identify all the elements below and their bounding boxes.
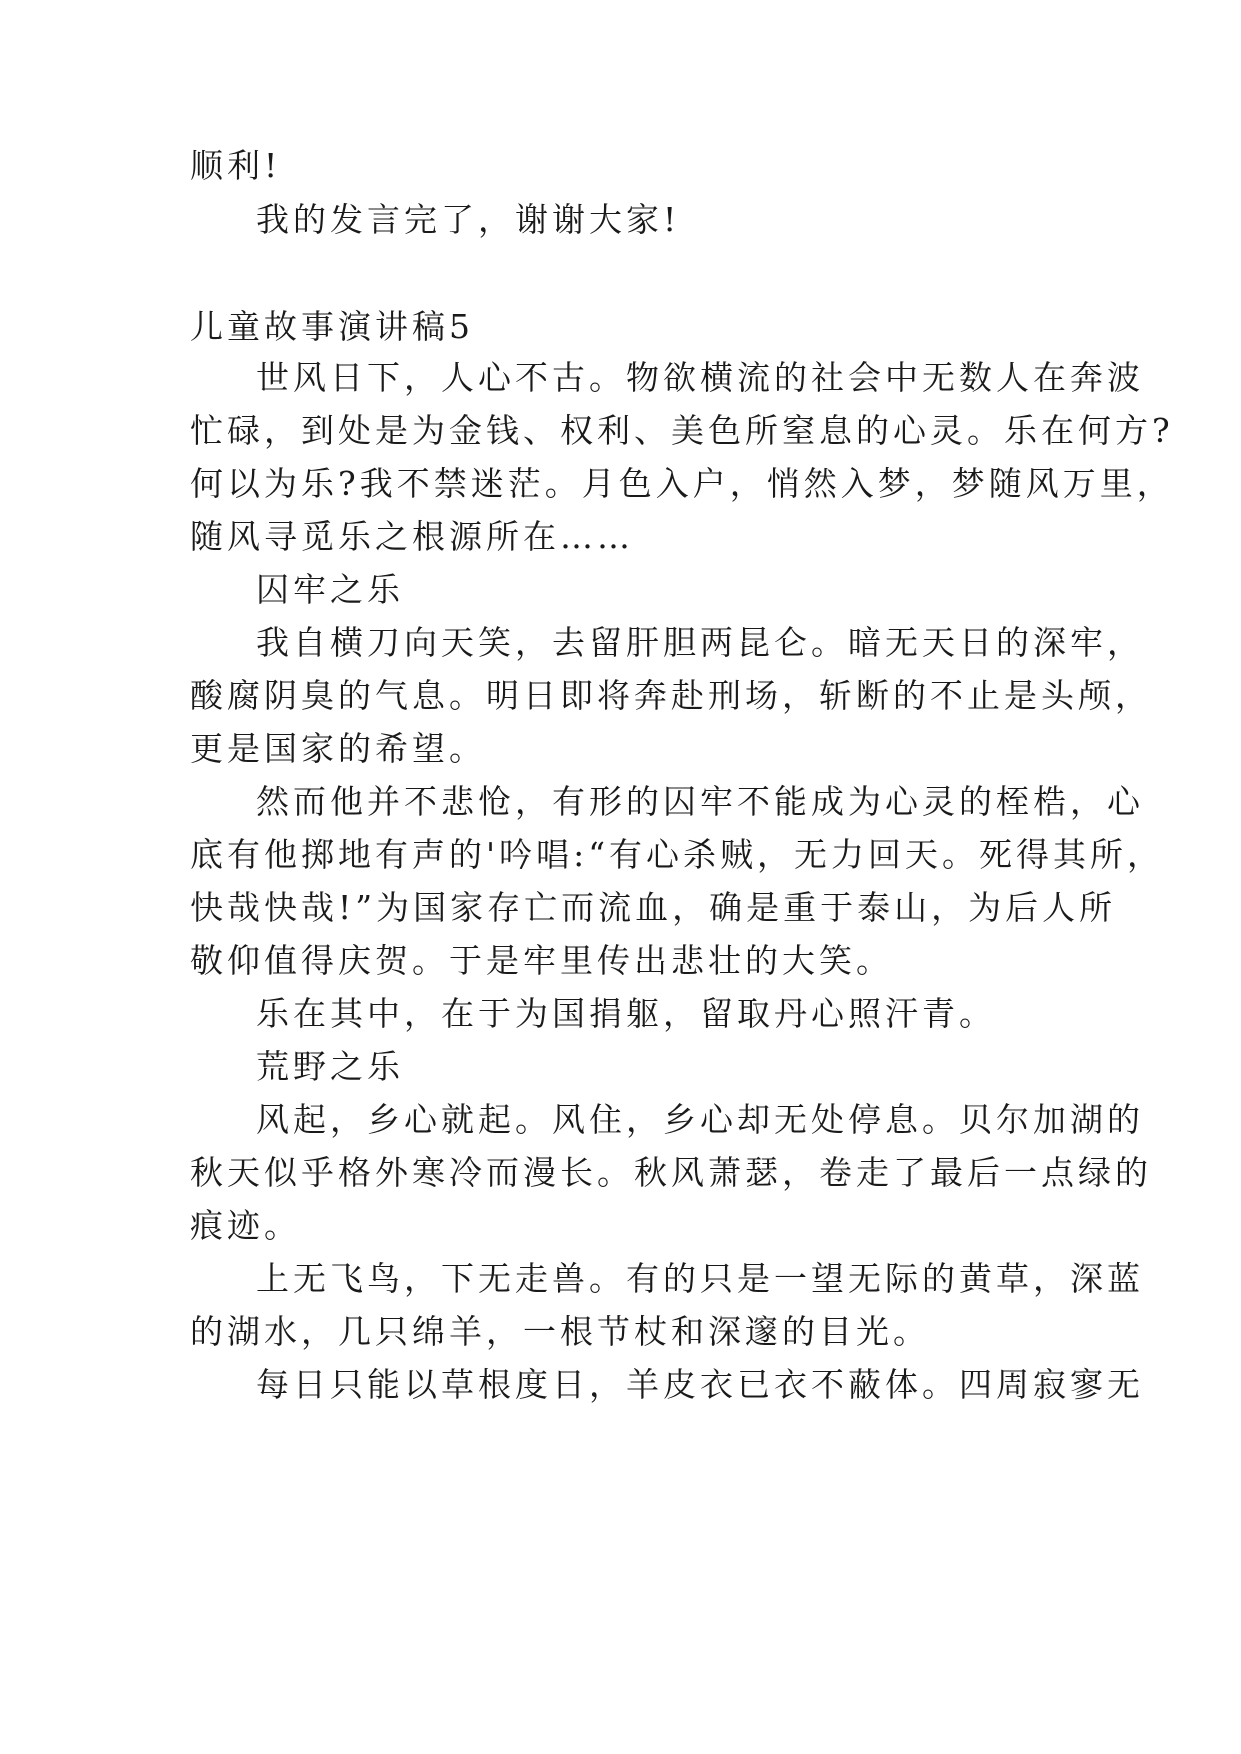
paragraph-line: 酸腐阴臭的气息。明日即将奔赴刑场，斩断的不止是头颅， — [190, 676, 1152, 715]
paragraph-line: 秋天似乎格外寒冷而漫长。秋风萧瑟，卷走了最后一点绿的 — [190, 1153, 1152, 1192]
text-line: 顺利! — [190, 146, 282, 185]
paragraph-line: 每日只能以草根度日，羊皮衣已衣不蔽体。四周寂寥无 — [256, 1365, 1144, 1404]
paragraph-line: 敬仰值得庆贺。于是牢里传出悲壮的大笑。 — [190, 941, 893, 980]
paragraph-line: 的湖水，几只绵羊，一根节杖和深邃的目光。 — [190, 1312, 930, 1351]
paragraph-line: 忙碌，到处是为金钱、权利、美色所窒息的心灵。乐在何方? — [190, 411, 1174, 450]
paragraph-line: 随风寻觅乐之根源所在…… — [190, 517, 634, 556]
paragraph-line: 底有他掷地有声的'吟唱:“有心杀贼，无力回天。死得其所， — [190, 835, 1165, 874]
paragraph-line: 世风日下，人心不古。物欲横流的社会中无数人在奔波 — [256, 358, 1144, 397]
subheading: 囚牢之乐 — [256, 570, 404, 609]
paragraph-line: 我自横刀向天笑，去留肝胆两昆仑。暗无天日的深牢， — [256, 623, 1144, 662]
paragraph-line: 何以为乐?我不禁迷茫。月色入户，悄然入梦，梦随风万里， — [190, 464, 1174, 503]
paragraph-line: 风起，乡心就起。风住，乡心却无处停息。贝尔加湖的 — [256, 1100, 1144, 1139]
paragraph-line: 快哉快哉!”为国家存亡而流血，确是重于泰山，为后人所 — [190, 888, 1117, 927]
closing-remark: 我的发言完了，谢谢大家! — [256, 200, 681, 239]
paragraph-line: 然而他并不悲怆，有形的囚牢不能成为心灵的桎梏，心 — [256, 782, 1144, 821]
section-heading: 儿童故事演讲稿5 — [190, 307, 474, 346]
paragraph-line: 乐在其中，在于为国捐躯，留取丹心照汗青。 — [256, 994, 996, 1033]
subheading: 荒野之乐 — [256, 1047, 404, 1086]
paragraph-line: 上无飞鸟，下无走兽。有的只是一望无际的黄草，深蓝 — [256, 1259, 1144, 1298]
paragraph-line: 痕迹。 — [190, 1206, 301, 1245]
paragraph-line: 更是国家的希望。 — [190, 729, 486, 768]
